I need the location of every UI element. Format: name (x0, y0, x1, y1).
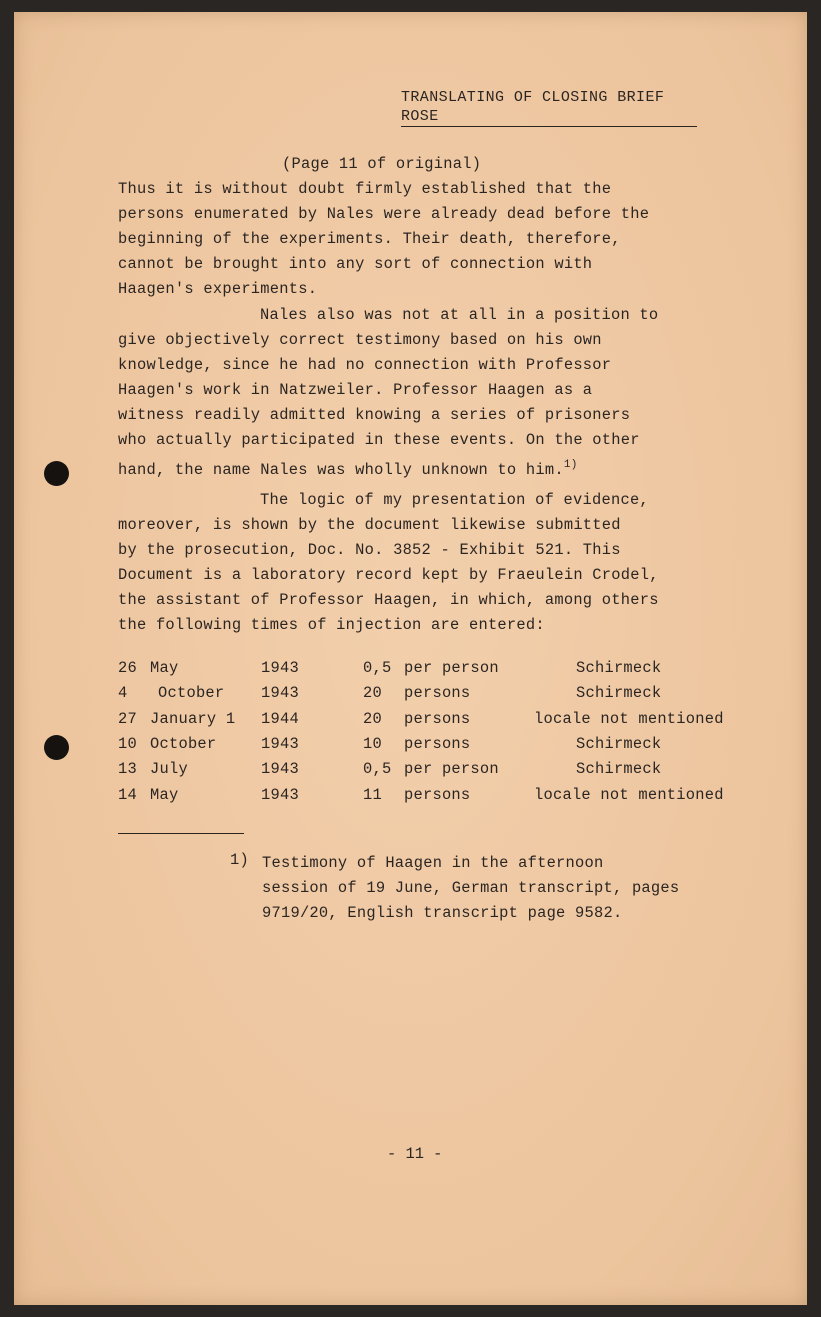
paragraph-line: beginning of the experiments. Their death, therefore, (118, 230, 621, 248)
cell-amount: 20 (363, 684, 382, 703)
cell-place: Schirmeck (576, 684, 662, 703)
cell-place: Schirmeck (576, 734, 662, 753)
cell-amount: 0,5 (363, 659, 392, 677)
cell-month: October (158, 684, 225, 703)
cell-amount: 0,5 (363, 760, 392, 779)
page-reference: (Page 11 of original) (282, 155, 482, 173)
punch-hole (44, 461, 69, 486)
cell-month: July (150, 760, 188, 779)
cell-amount: 20 (363, 709, 382, 728)
paragraph-1 (118, 177, 649, 302)
cell-day: 14 (118, 785, 137, 804)
cell-unit: persons (404, 709, 471, 728)
paragraph-line: who actually participated in these events. On the other (118, 431, 640, 449)
paragraph-line: cannot be brought into any sort of connection with (118, 255, 593, 273)
footnote-reference: 1) (563, 459, 578, 471)
footnote-separator (118, 833, 244, 834)
paragraph-line: The logic of my presentation of evidence, (260, 491, 649, 509)
cell-day: 27 (118, 709, 137, 728)
cell-amount: 10 (363, 734, 382, 753)
cell-unit: persons (404, 684, 471, 703)
paragraph-line: the assistant of Professor Haagen, in which, among others (118, 591, 659, 609)
paragraph-line: knowledge, since he had no connection with Professor (118, 356, 612, 374)
cell-year: 1943 (261, 659, 299, 677)
cell-year: 1943 (261, 734, 299, 753)
paragraph-line: witness readily admitted knowing a series of prisoners (118, 406, 631, 424)
paragraph-line: Haagen's work in Natzweiler. Professor Haagen as a (118, 381, 593, 399)
paragraph-2 (118, 303, 658, 478)
paragraph-3 (118, 488, 659, 638)
footnote-line: Testimony of Haagen in the afternoon (262, 854, 604, 872)
cell-month: October (150, 734, 217, 753)
paragraph-line: give objectively correct testimony based on his own (118, 331, 602, 349)
page-number: - 11 - (387, 1145, 443, 1163)
cell-place: Schirmeck (576, 760, 662, 779)
paragraph-line (118, 453, 658, 478)
footnote-mark: 1) (230, 851, 249, 869)
paragraph-line-text: hand, the name Nales was wholly unknown to him. (118, 461, 564, 479)
paragraph-line: Haagen's experiments. (118, 280, 318, 298)
cell-day: 4 (118, 684, 128, 703)
footnote-text (262, 851, 679, 926)
document-page (14, 12, 807, 1305)
paragraph-line: moreover, is shown by the document likewise submitted (118, 516, 621, 534)
cell-year: 1944 (261, 709, 299, 728)
cell-day: 10 (118, 734, 137, 753)
paragraph-line: Thus it is without doubt firmly established that the (118, 180, 612, 198)
cell-year: 1943 (261, 684, 299, 703)
cell-month: January 1 (150, 709, 236, 728)
paragraph-line: the following times of injection are entered: (118, 616, 545, 634)
cell-month: May (150, 785, 179, 804)
cell-place: locale not mentioned (534, 709, 724, 728)
cell-month: May (150, 659, 179, 677)
cell-unit: per person (404, 760, 499, 779)
footnote-line: 9719/20, English transcript page 9582. (262, 904, 623, 922)
cell-unit: per person (404, 659, 499, 677)
footnote-line: session of 19 June, German transcript, pages (262, 879, 680, 897)
paragraph-line: Document is a laboratory record kept by Fraeulein Crodel, (118, 566, 659, 584)
paragraph-line: by the prosecution, Doc. No. 3852 - Exhibit 521. This (118, 541, 621, 559)
document-subtitle: ROSE (401, 108, 697, 127)
punch-hole (44, 735, 69, 760)
cell-day: 26 (118, 659, 137, 677)
paragraph-line: Nales also was not at all in a position to (260, 306, 659, 324)
cell-unit: persons (404, 785, 471, 804)
paragraph-line: persons enumerated by Nales were already dead before the (118, 205, 650, 223)
cell-unit: persons (404, 734, 471, 753)
cell-amount: 11 (363, 785, 382, 804)
cell-year: 1943 (261, 760, 299, 779)
cell-place: Schirmeck (576, 659, 662, 677)
cell-place: locale not mentioned (534, 785, 724, 804)
cell-year: 1943 (261, 785, 299, 804)
cell-day: 13 (118, 760, 137, 779)
document-title: TRANSLATING OF CLOSING BRIEF (401, 89, 665, 106)
